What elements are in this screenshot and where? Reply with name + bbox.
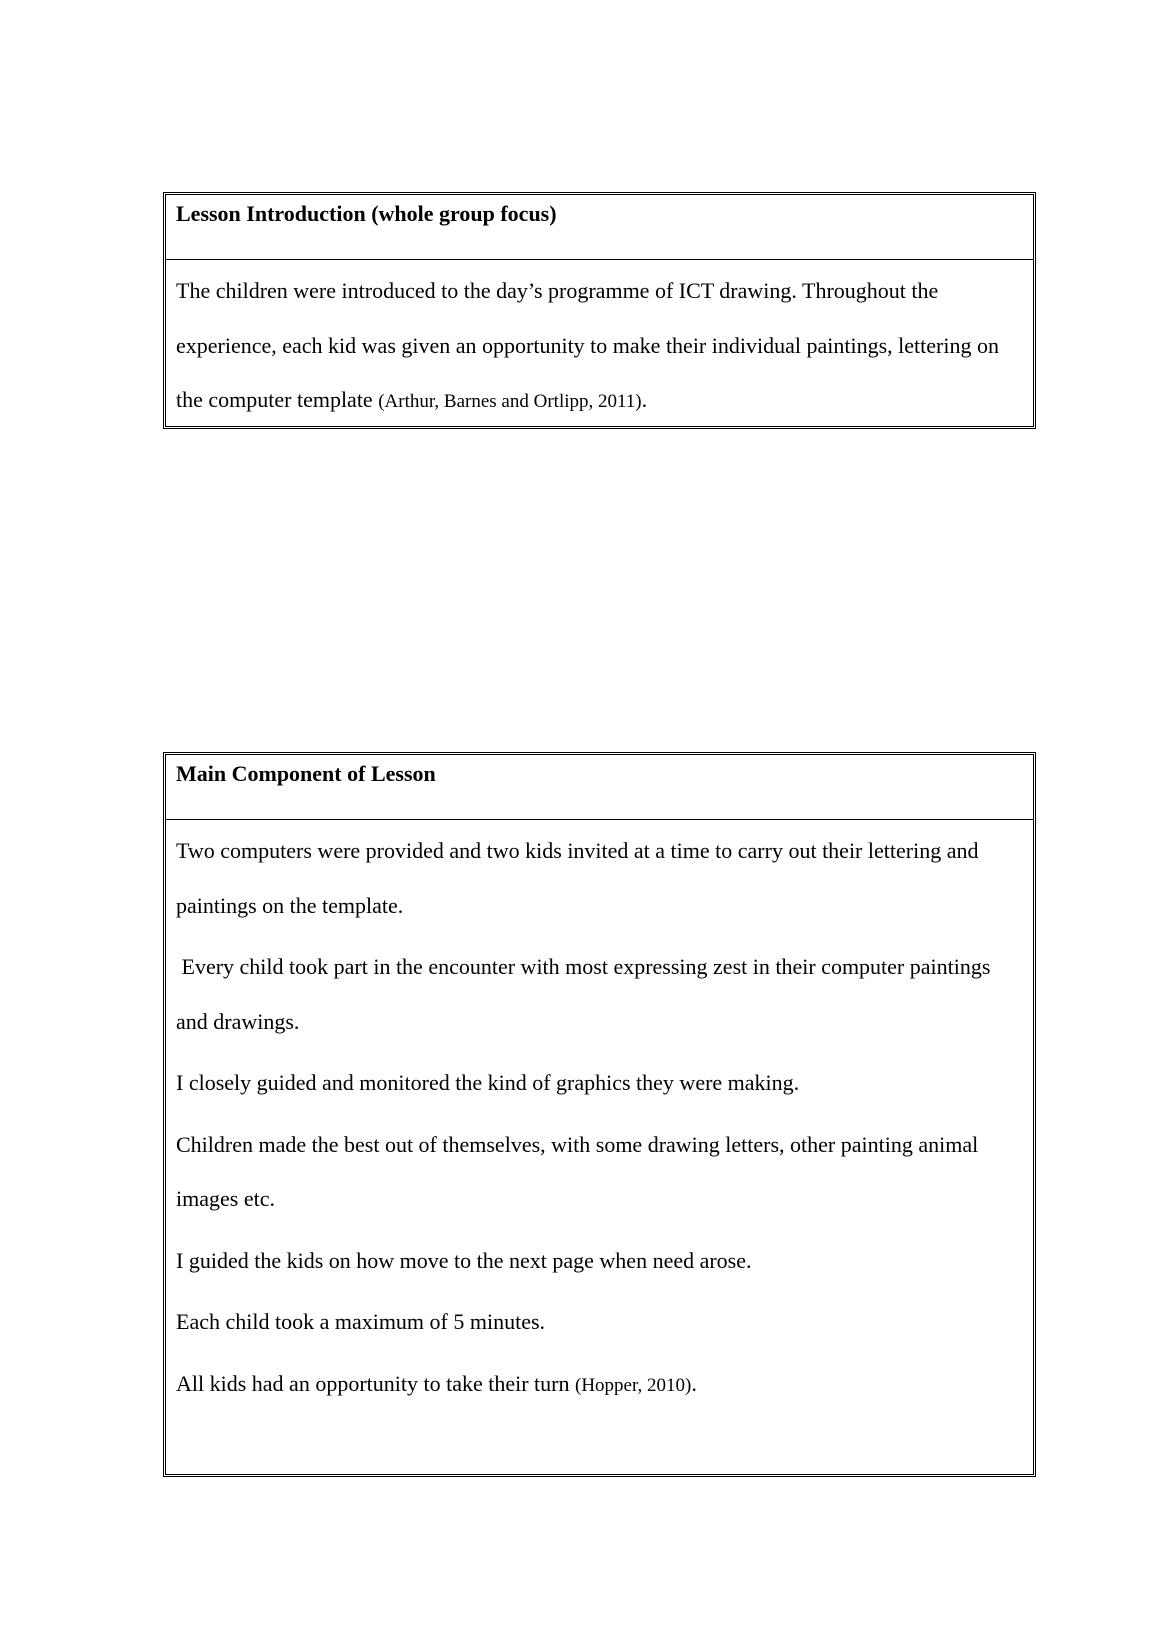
main-paragraph: Every child took part in the encounter with most expressing zest in their computer paintings and drawings. (176, 954, 996, 1034)
citation: (Hopper, 2010) (575, 1374, 692, 1396)
main-component-table (163, 752, 1036, 1477)
main-last-paragraph (176, 1357, 1023, 1414)
citation: (Arthur, Barnes and Ortlipp, 2011) (378, 391, 642, 412)
main-component-body (166, 820, 1033, 1413)
end-punctuation: . (691, 1370, 697, 1396)
main-last-paragraph-text: All kids had an opportunity to take their turn (176, 1370, 570, 1396)
lesson-introduction-table (163, 192, 1036, 429)
main-paragraph: I guided the kids on how move to the next page when need arose. (176, 1247, 752, 1273)
main-paragraph: I closely guided and monitored the kind of graphics they were making. (176, 1070, 800, 1095)
lesson-introduction-body (166, 260, 1033, 430)
main-component-heading: Main Component of Lesson (166, 755, 1033, 820)
lesson-introduction-heading: Lesson Introduction (whole group focus) (166, 195, 1033, 260)
main-paragraph: Each child took a maximum of 5 minutes. (176, 1309, 546, 1334)
main-paragraph: Children made the best out of themselves, with some drawing letters, other painting animal images etc. (176, 1131, 979, 1211)
main-paragraph: Two computers were provided and two kids invited at a time to carry out their lettering and paintings on the template. (176, 838, 984, 918)
lesson-introduction-text: The children were introduced to the day’s programme of ICT drawing. Throughout the experience, each kid was given an opportunity to make their individual paintings, lettering on the computer template (176, 278, 999, 412)
lesson-introduction-paragraph (176, 264, 1023, 430)
end-punctuation: . (641, 387, 648, 412)
